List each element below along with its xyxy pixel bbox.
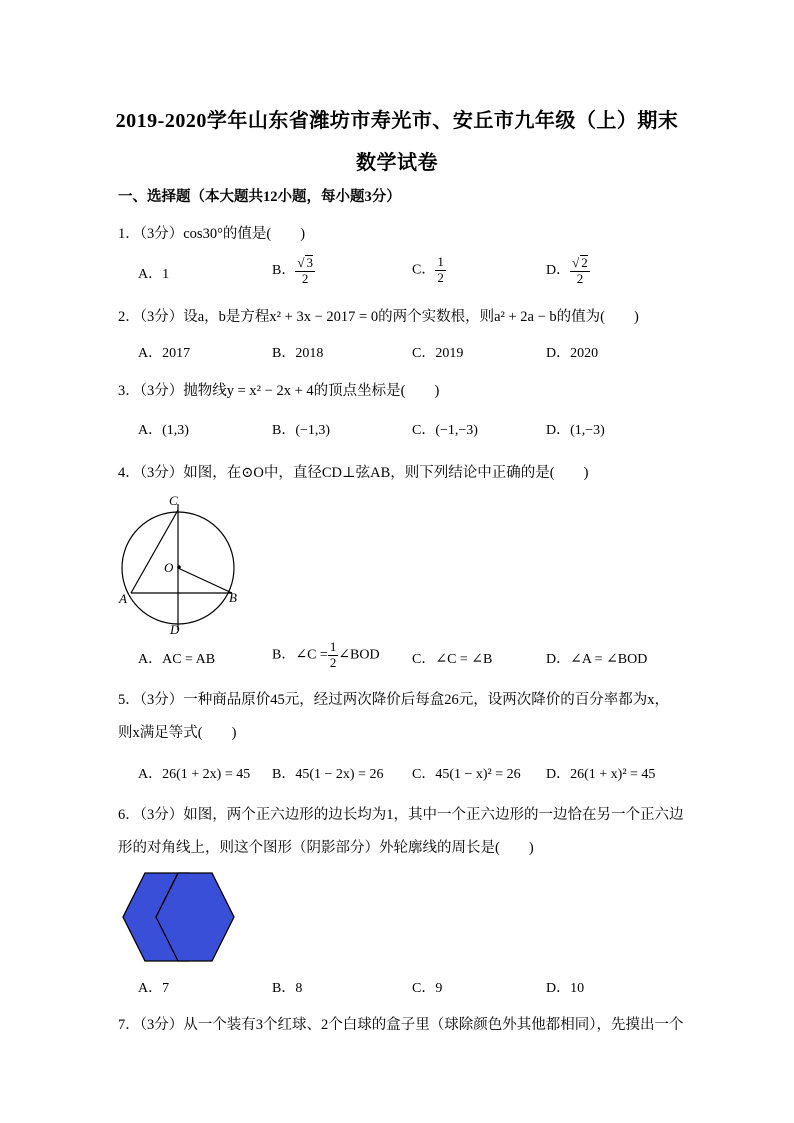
circle-diagram	[112, 490, 252, 638]
q4-option-d: D．∠A = ∠BOD	[546, 652, 648, 667]
label-a: A	[119, 591, 127, 606]
q3-option-a: A．(1,3)	[138, 423, 189, 438]
question-6-stem-line2: 形的对角线上，则这个图形（阴影部分）外轮廓线的周长是( )	[118, 840, 534, 856]
question-5-stem-line2: 则x满足等式( )	[118, 725, 237, 741]
exam-title-line1: 2019-2020学年山东省潍坊市寿光市、安丘市九年级（上）期末	[115, 110, 679, 132]
label-d: D	[170, 622, 180, 637]
q6-option-b: B．8	[272, 981, 303, 996]
q3-option-b: B．(−1,3)	[272, 423, 331, 438]
q4-option-c: C．∠C = ∠B	[412, 652, 493, 667]
q2-option-c: C．2019	[412, 346, 464, 361]
q1-option-c: C． $\frac{1}{2}$	[412, 254, 444, 285]
q6-option-a: A．7	[138, 981, 170, 996]
q5-option-a: A．26(1 + 2x) = 45	[138, 767, 251, 782]
q5-option-d: D．26(1 + x)² = 45	[546, 767, 656, 782]
q5-option-b: B．45(1 − 2x) = 26	[272, 767, 384, 782]
question-3-stem: 3．（3分）抛物线y = x² − 2x + 4的顶点坐标是( )	[118, 383, 440, 399]
q3-option-d: D．(1,−3)	[546, 423, 605, 438]
label-b: B	[229, 590, 237, 605]
q2-option-d: D．2020	[546, 346, 599, 361]
q1-option-a: A．1	[138, 267, 170, 282]
question-5-stem-line1: 5．（3分）一种商品原价45元，经过两次降价后每盒26元，设两次降价的百分率都为x，	[118, 692, 669, 708]
question-2-stem: 2．（3分）设a，b是方程x² + 3x − 2017 = 0的两个实数根，则a² + 2a − b的值为( )	[118, 309, 639, 325]
q3-option-c: C．(−1,−3)	[412, 423, 478, 438]
q4-option-a: A．AC = AB	[138, 652, 216, 667]
label-c: C	[169, 493, 178, 508]
q2-option-b: B．2018	[272, 346, 324, 361]
exam-title-line2: 数学试卷	[356, 152, 438, 174]
section-heading: 一、选择题（本大题共12小题，每小题3分）	[118, 189, 401, 205]
q1-option-d: D． $\frac{√ 2}{2}$	[546, 255, 588, 286]
q5-option-c: C．45(1 − x)² = 26	[412, 767, 521, 782]
question-4-stem: 4．（3分）如图，在⊙O中，直径CD⊥弦AB，则下列结论中正确的是( )	[118, 465, 589, 481]
q6-option-d: D．10	[546, 981, 585, 996]
question-6-stem-line1: 6．（3分）如图，两个正六边形的边长均为1，其中一个正六边形的一边恰在另一个正六边	[118, 807, 684, 823]
q1-option-b: B． $\frac{√ 3}{2}$	[272, 255, 313, 286]
label-o: O	[164, 560, 174, 575]
question-7-stem-line1: 7．（3分）从一个装有3个红球、2个白球的盒子里（球除颜色外其他都相同），先摸出一个	[118, 1017, 684, 1033]
q6-option-c: C．9	[412, 981, 443, 996]
q2-option-a: A．2017	[138, 346, 191, 361]
question-1-stem: 1．（3分）cos30°的值是( )	[118, 226, 306, 242]
q4-option-b: B．∠C = $\frac{1}{2}$ ∠BOD	[272, 639, 380, 670]
hexagons-diagram	[118, 868, 242, 970]
